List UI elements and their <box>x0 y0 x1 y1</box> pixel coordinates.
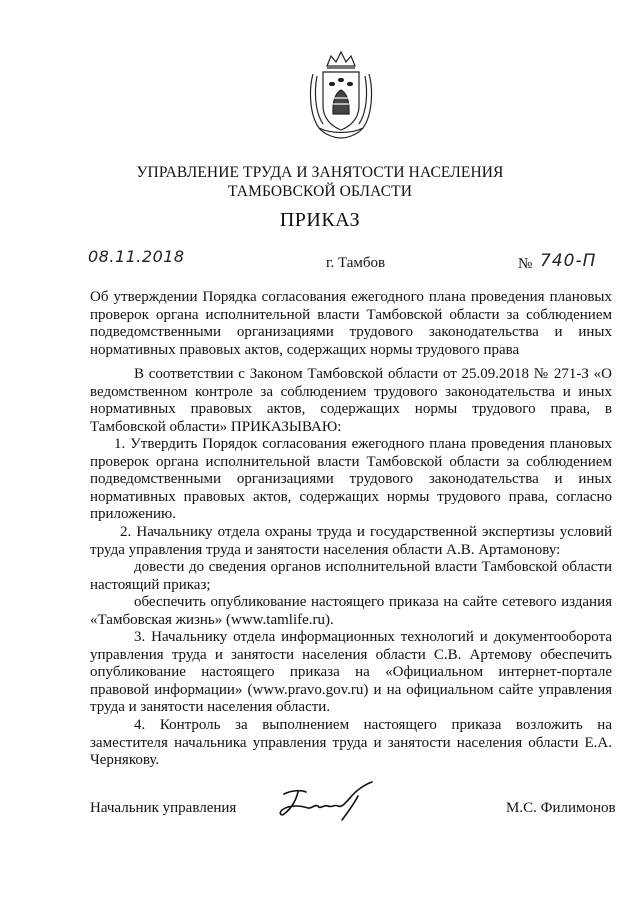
document-subject: Об утверждении Порядка согласования ежегодного плана проведения плановых проверок органа исполнительной власти Тамбовской области за соблюдением подведомственными организациями трудового законодательства и иных нормативных правовых актов, содержащих нормы трудового права <box>90 289 612 358</box>
order-item-1: 1. Утвердить Порядок согласования ежегодного плана проведения плановых проверок органа исполнительной власти Тамбовской области за соблюдением подведомственными организациями трудового законодательства и иных нормативных правовых актов, содержащих нормы трудового права, согласно приложению. <box>90 436 612 523</box>
order-item-2: 2. Начальнику отдела охраны труда и государственной экспертизы условий труда управления труда и занятости населения области А.В. Артамонову: <box>90 524 612 558</box>
coat-of-arms-icon <box>305 48 377 140</box>
organization-name-line1: УПРАВЛЕНИЕ ТРУДА И ЗАНЯТОСТИ НАСЕЛЕНИЯ <box>136 164 504 181</box>
order-item-3: 3. Начальнику отдела информационных технологий и документооборота управления труда и занятости населения области С.В. Артемову обеспечить опубликование настоящего приказа на «Официальном интернет-портале правовой информации» (www.pravo.gov.ru) и на официальном сайте управления труда и занятости населения области. <box>90 629 612 716</box>
document-number: 740-П <box>540 251 597 271</box>
document-title: ПРИКАЗ <box>279 209 361 231</box>
order-item-2-task-b: обеспечить опубликование настоящего приказа на сайте сетевого издания «Тамбовская жизнь» (www.tamlife.ru). <box>90 594 612 628</box>
organization-name-line2: ТАМБОВСКОЙ ОБЛАСТИ <box>228 183 412 200</box>
preamble-paragraph: В соответствии с Законом Тамбовской области от 25.09.2018 № 271-З «О ведомственном контроле за соблюдением трудового законодательства и иных нормативных правовых актов, содержащих нормы трудового права, в Тамбовской области» ПРИКАЗЫВАЮ: <box>90 366 612 435</box>
signatory-name: М.С. Филимонов <box>506 800 616 816</box>
document-date: 08.11.2018 <box>88 247 185 266</box>
order-item-2-task-a: довести до сведения органов исполнительной власти Тамбовской области настоящий приказ; <box>90 559 612 593</box>
document-city: г. Тамбов <box>326 255 386 271</box>
handwritten-signature <box>262 780 382 822</box>
document-number-label: № <box>518 256 533 272</box>
signatory-role: Начальник управления <box>90 800 237 816</box>
order-item-4: 4. Контроль за выполнением настоящего приказа возложить на заместителя начальника управления труда и занятости населения области Е.А. Чернякову. <box>90 717 612 769</box>
